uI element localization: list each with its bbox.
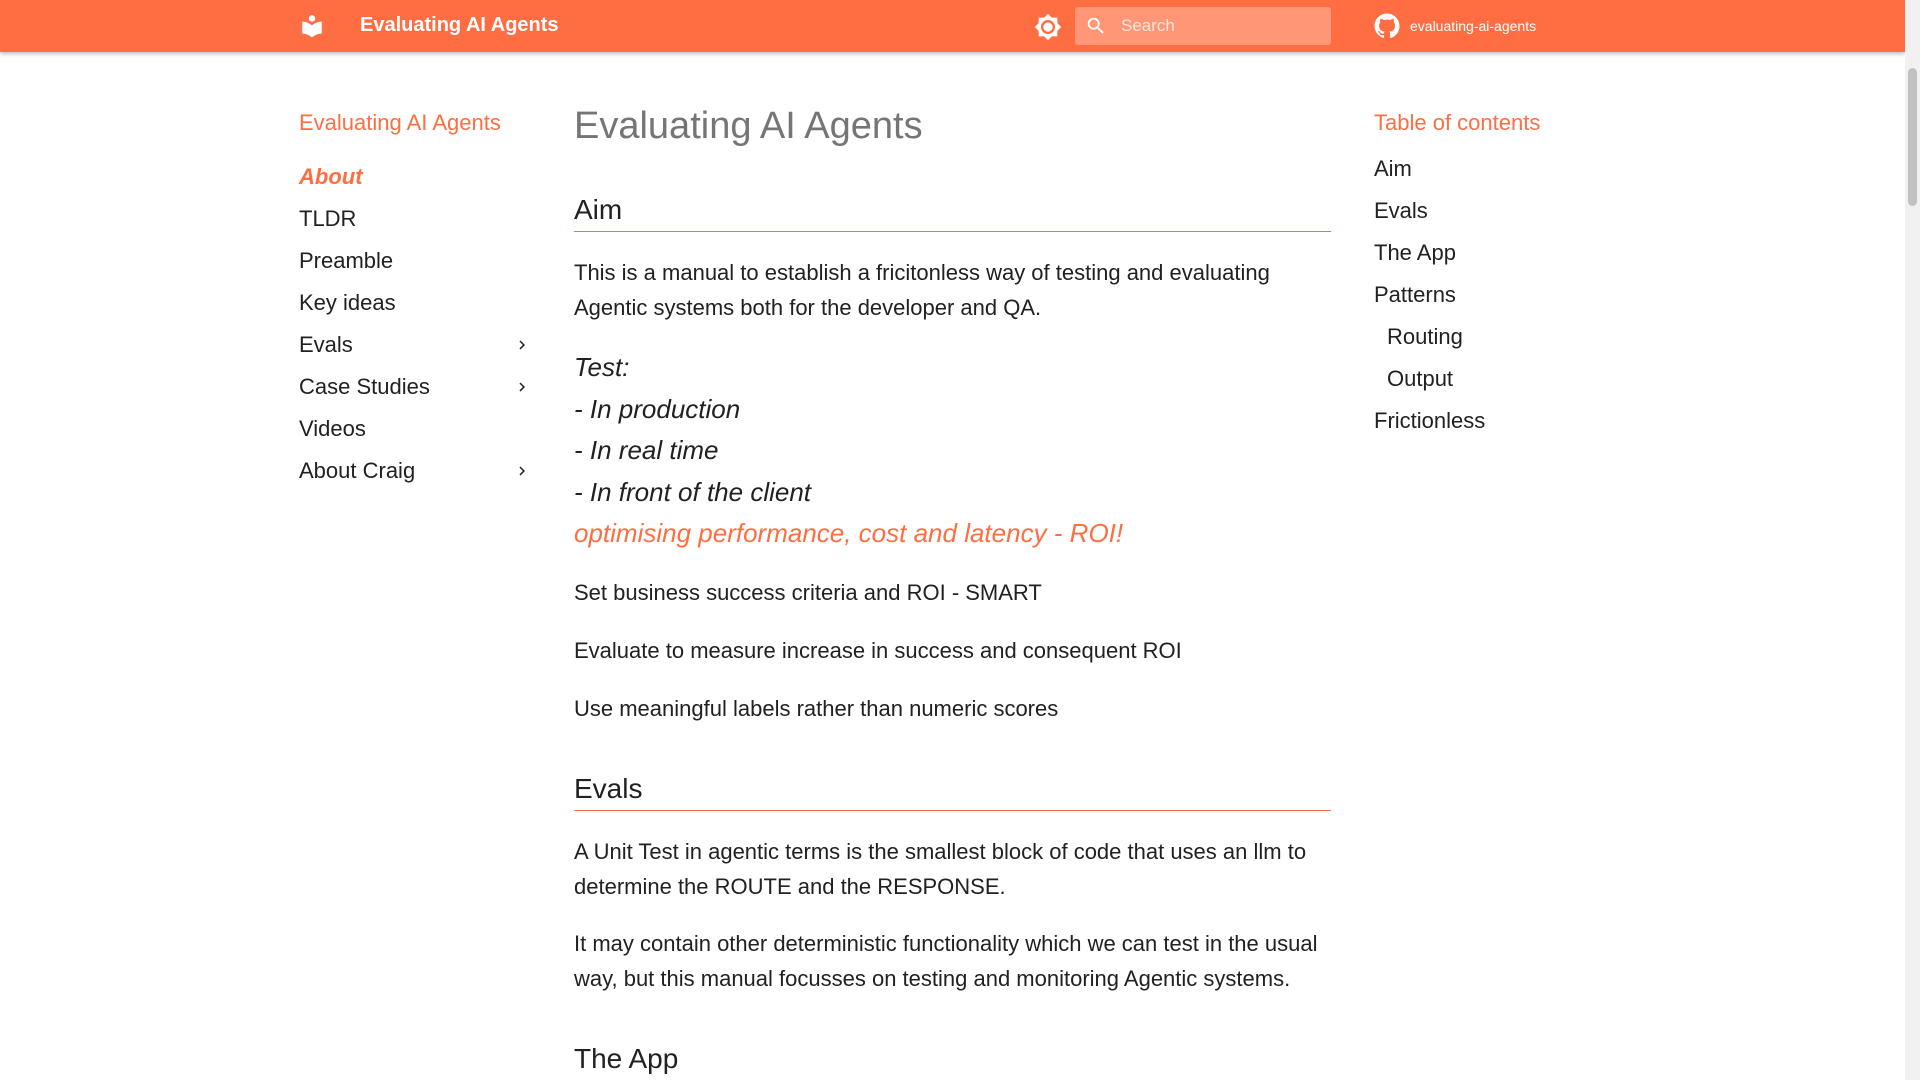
test-line: Test:	[574, 352, 630, 382]
test-block	[574, 347, 1331, 555]
chevron-right-icon[interactable]	[513, 462, 531, 480]
page-title: Evaluating AI Agents	[574, 105, 923, 147]
nav-item-label: Key ideas	[299, 290, 396, 315]
scrollbar[interactable]	[1905, 0, 1920, 1080]
nav-item-about[interactable]	[299, 156, 531, 198]
toc-item-aim[interactable]: Aim	[1374, 156, 1412, 181]
chevron-right-icon[interactable]	[513, 378, 531, 396]
test-line: - In front of the client	[574, 476, 812, 507]
github-icon	[1374, 13, 1400, 39]
nav-title[interactable]: Evaluating AI Agents	[299, 110, 501, 135]
search-icon[interactable]	[1085, 15, 1107, 37]
nav-item-case-studies[interactable]	[299, 366, 531, 408]
point-paragraph: Evaluate to measure increase in success and consequent ROI	[574, 637, 1182, 663]
test-line: - In production	[574, 393, 741, 424]
nav-item-label: About	[299, 164, 363, 189]
nav-item-label: About Craig	[299, 458, 416, 483]
nav-item-label: Case Studies	[299, 374, 430, 399]
nav-item-label: Videos	[299, 416, 366, 441]
top-header	[0, 0, 1905, 52]
evals-paragraph: A Unit Test in agentic terms is the smallest block of code that uses an llm to determine the ROUTE and the RESPONSE.	[574, 838, 1307, 899]
toc-title: Table of contents	[1374, 110, 1541, 135]
section-heading-aim: Aim	[574, 194, 1331, 232]
nav-item-tldr[interactable]	[299, 198, 531, 240]
section-heading-evals: Evals	[574, 773, 1331, 811]
chevron-right-icon[interactable]	[513, 336, 531, 354]
main-content	[574, 105, 1331, 1080]
toc-item-frictionless[interactable]: Frictionless	[1374, 408, 1486, 433]
point-paragraph: Set business success criteria and ROI - SMART	[574, 579, 1042, 605]
book-logo-icon[interactable]	[299, 13, 325, 39]
repo-label: evaluating-ai-agents	[1410, 18, 1537, 34]
repo-link[interactable]	[1374, 13, 1536, 39]
primary-nav	[299, 110, 531, 492]
aim-paragraph: This is a manual to establish a fricitonless way of testing and evaluating Agentic systems both for the developer and QA.	[574, 260, 1270, 320]
toc-item-routing[interactable]: Routing	[1387, 324, 1463, 349]
toc-item-the-app[interactable]: The App	[1374, 240, 1456, 265]
toc-item-output[interactable]: Output	[1387, 366, 1454, 391]
nav-item-videos[interactable]	[299, 408, 531, 450]
nav-item-preamble[interactable]	[299, 240, 531, 282]
evals-paragraph: It may contain other deterministic functionality which we can test in the usual way, but this manual focusses on testing and monitoring Agentic systems.	[574, 930, 1318, 991]
search-input[interactable]	[1121, 7, 1321, 45]
search-box[interactable]	[1075, 7, 1331, 45]
brightness-toggle-icon[interactable]	[1034, 13, 1062, 41]
nav-item-label: Evals	[299, 332, 353, 357]
scrollbar-thumb[interactable]	[1908, 68, 1917, 206]
nav-item-label: Preamble	[299, 248, 394, 273]
section-heading-the-app: The App	[574, 1042, 679, 1074]
nav-item-evals[interactable]	[299, 324, 531, 366]
test-line: - In real time	[574, 435, 719, 465]
roi-highlight: optimising performance, cost and latency - ROI!	[574, 518, 1124, 548]
nav-item-label: TLDR	[299, 206, 357, 231]
toc-item-evals[interactable]: Evals	[1374, 198, 1428, 223]
table-of-contents	[1374, 110, 1634, 450]
site-title[interactable]: Evaluating AI Agents	[360, 14, 559, 36]
toc-item-patterns[interactable]: Patterns	[1374, 282, 1456, 307]
nav-item-key-ideas[interactable]	[299, 282, 531, 324]
nav-item-about-craig[interactable]	[299, 450, 531, 492]
point-paragraph: Use meaningful labels rather than numeric scores	[574, 695, 1059, 721]
